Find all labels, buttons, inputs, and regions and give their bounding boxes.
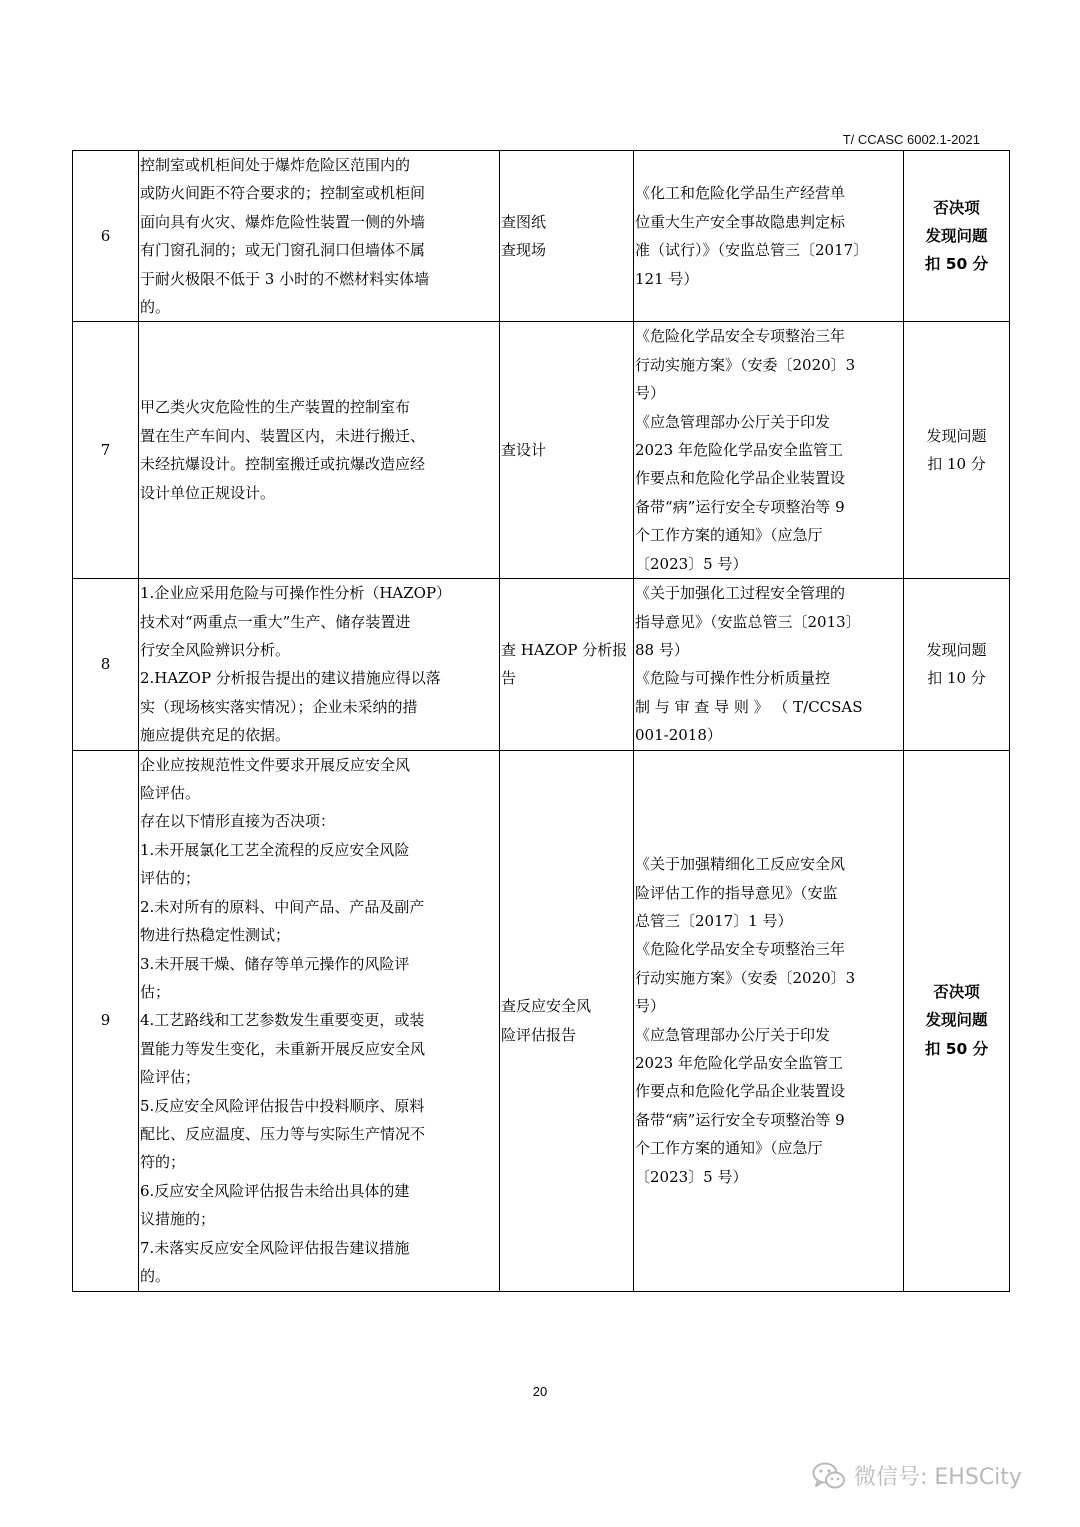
wechat-icon <box>812 1461 846 1491</box>
cell-line: 险评估。 <box>140 784 201 803</box>
check-basis <box>634 322 904 579</box>
cell-line: 2023 年危险化学品安全监管工 <box>635 1053 843 1072</box>
cell-line: 《关于加强精细化工反应安全风 <box>635 855 846 874</box>
cell-line: 《危险化学品安全专项整治三年 <box>635 940 846 959</box>
cell-line: 发现问题 <box>926 426 987 445</box>
cell-line: 技术对“两重点一重大”生产、储存装置进 <box>140 612 411 631</box>
row-number: 9 <box>73 750 139 1291</box>
check-content <box>139 322 500 579</box>
check-method <box>500 750 634 1291</box>
check-method <box>500 579 634 750</box>
cell-line: 《化工和危险化学品生产经营单 <box>635 184 846 203</box>
cell-line: 号） <box>635 997 666 1016</box>
cell-line: 否决项 <box>933 198 980 217</box>
cell-line: 001-2018） <box>635 726 722 745</box>
cell-line: 查现场 <box>501 241 547 260</box>
cell-line: 存在以下情形直接为否决项： <box>140 812 336 831</box>
cell-line: 扣 10 分 <box>927 455 986 474</box>
cell-line: 企业应按规范性文件要求开展反应安全风 <box>140 755 411 774</box>
standard-code: T/ CCASC 6002.1-2021 <box>842 132 980 147</box>
cell-line: 发现问题 <box>925 227 988 246</box>
cell-line: 否决项 <box>933 982 980 1001</box>
cell-line: 查设计 <box>501 441 547 460</box>
cell-line: 1.企业应采用危险与可操作性分析（HAZOP） <box>140 584 452 603</box>
row-number: 6 <box>73 151 139 322</box>
cell-line: 置能力等发生变化，未重新开展反应安全风 <box>140 1039 426 1058</box>
row-number: 8 <box>73 579 139 750</box>
cell-line: 《危险与可操作性分析质量控 <box>635 669 831 688</box>
cell-line: 扣 50 分 <box>924 255 989 274</box>
cell-line: 查反应安全风 <box>501 997 592 1016</box>
cell-line: 面向具有火灾、爆炸危险性装置一侧的外墙 <box>140 212 426 231</box>
cell-line: 置在生产车间内、装置区内，未进行搬迁、 <box>140 426 426 445</box>
cell-line: 施应提供充足的依据。 <box>140 726 291 745</box>
cell-line: 《应急管理部办公厅关于印发 <box>635 412 831 431</box>
cell-line: 的。 <box>140 1266 171 1285</box>
cell-line: 设计单位正规设计。 <box>140 483 276 502</box>
cell-line: 〔2023〕5 号） <box>635 554 748 573</box>
watermark-text: 微信号: EHSCity <box>854 1465 1022 1490</box>
cell-line: 有门窗孔洞的；或无门窗孔洞口但墙体不属 <box>140 241 426 260</box>
cell-line: 88 号） <box>635 640 689 659</box>
cell-line: 行安全风险辨识分析。 <box>140 640 291 659</box>
cell-line: 号） <box>635 384 666 403</box>
cell-line: 评估的； <box>140 869 201 888</box>
cell-line: 议措施的； <box>140 1210 216 1229</box>
page-number: 20 <box>532 1384 548 1399</box>
cell-line: 121 号） <box>635 269 699 288</box>
inspection-table <box>72 150 1010 1292</box>
cell-line: 查 HAZOP 分析报 <box>501 640 628 659</box>
cell-line: 实（现场核实落实情况）；企业未采纳的措 <box>140 697 418 716</box>
cell-line: 指导意见》（安监总管三〔2013〕 <box>635 612 861 631</box>
cell-line: 准（试行）》（安监总管三〔2017〕 <box>635 241 869 260</box>
cell-line: 险评估； <box>140 1068 201 1087</box>
check-content <box>139 579 500 750</box>
cell-line: 的。 <box>140 298 171 317</box>
cell-line: 行动实施方案》（安委〔2020〕3 <box>635 968 856 987</box>
cell-line: 个工作方案的通知》（应急厅 <box>635 526 823 545</box>
cell-line: 甲乙类火灾危险性的生产装置的控制室布 <box>140 398 411 417</box>
wechat-watermark <box>812 1460 1022 1491</box>
cell-line: 扣 10 分 <box>927 669 986 688</box>
cell-line: 发现问题 <box>926 640 987 659</box>
cell-line: 5.反应安全风险评估报告中投料顺序、原料 <box>140 1096 425 1115</box>
check-content <box>139 151 500 322</box>
cell-line: 备带“病”运行安全专项整治等 9 <box>635 1110 845 1129</box>
cell-line: 未经抗爆设计。控制室搬迁或抗爆改造应经 <box>140 455 426 474</box>
cell-line: 符的； <box>140 1153 186 1172</box>
cell-line: 作要点和危险化学品企业装置设 <box>635 469 846 488</box>
cell-line: 7.未落实反应安全风险评估报告建议措施 <box>140 1238 410 1257</box>
score-rule <box>904 322 1010 579</box>
row-number: 7 <box>73 322 139 579</box>
cell-line: 查图纸 <box>501 212 547 231</box>
cell-line: 位重大生产安全事故隐患判定标 <box>635 212 846 231</box>
cell-line: 总管三〔2017〕1 号） <box>635 911 793 930</box>
score-rule <box>904 579 1010 750</box>
check-basis <box>634 151 904 322</box>
cell-line: 作要点和危险化学品企业装置设 <box>635 1082 846 1101</box>
cell-line: 3.未开展干燥、储存等单元操作的风险评 <box>140 954 410 973</box>
cell-line: 控制室或机柜间处于爆炸危险区范围内的 <box>140 156 411 174</box>
cell-line: 4.工艺路线和工艺参数发生重要变更，或装 <box>140 1011 425 1030</box>
cell-line: 《危险化学品安全专项整治三年 <box>635 327 846 346</box>
cell-line: 《应急管理部办公厅关于印发 <box>635 1025 831 1044</box>
table-row <box>73 322 1010 579</box>
cell-line: 《关于加强化工过程安全管理的 <box>635 584 846 603</box>
cell-line: 〔2023〕5 号） <box>635 1167 748 1186</box>
cell-line: 配比、反应温度、压力等与实际生产情况不 <box>140 1124 426 1143</box>
cell-line: 或防火间距不符合要求的；控制室或机柜间 <box>140 184 426 203</box>
cell-line: 行动实施方案》（安委〔2020〕3 <box>635 355 856 374</box>
cell-line: 备带“病”运行安全专项整治等 9 <box>635 497 845 516</box>
cell-line: 于耐火极限不低于 3 小时的不燃材料实体墙 <box>140 269 430 288</box>
cell-line: 扣 50 分 <box>924 1039 989 1058</box>
score-rule <box>904 750 1010 1291</box>
table-row <box>73 151 1010 322</box>
score-rule <box>904 151 1010 322</box>
cell-line: 发现问题 <box>925 1011 988 1030</box>
cell-line: 估； <box>140 982 171 1001</box>
cell-line: 物进行热稳定性测试； <box>140 926 291 945</box>
check-method <box>500 322 634 579</box>
cell-line: 告 <box>501 669 517 688</box>
cell-line: 个工作方案的通知》（应急厅 <box>635 1139 823 1158</box>
cell-line: 2.HAZOP 分析报告提出的建议措施应得以落 <box>140 669 441 688</box>
check-content <box>139 750 500 1291</box>
table-row <box>73 579 1010 750</box>
cell-line: 险评估报告 <box>501 1025 577 1044</box>
cell-line: 制 与 审 查 导 则 》 （ T/CCSAS <box>635 697 863 716</box>
table-row <box>73 750 1010 1291</box>
check-method <box>500 151 634 322</box>
cell-line: 2023 年危险化学品安全监管工 <box>635 441 843 460</box>
cell-line: 险评估工作的指导意见》（安监 <box>635 883 838 902</box>
check-basis <box>634 750 904 1291</box>
cell-line: 2.未对所有的原料、中间产品、产品及副产 <box>140 897 425 916</box>
check-basis <box>634 579 904 750</box>
cell-line: 1.未开展氯化工艺全流程的反应安全风险 <box>140 840 410 859</box>
cell-line: 6.反应安全风险评估报告未给出具体的建 <box>140 1181 410 1200</box>
